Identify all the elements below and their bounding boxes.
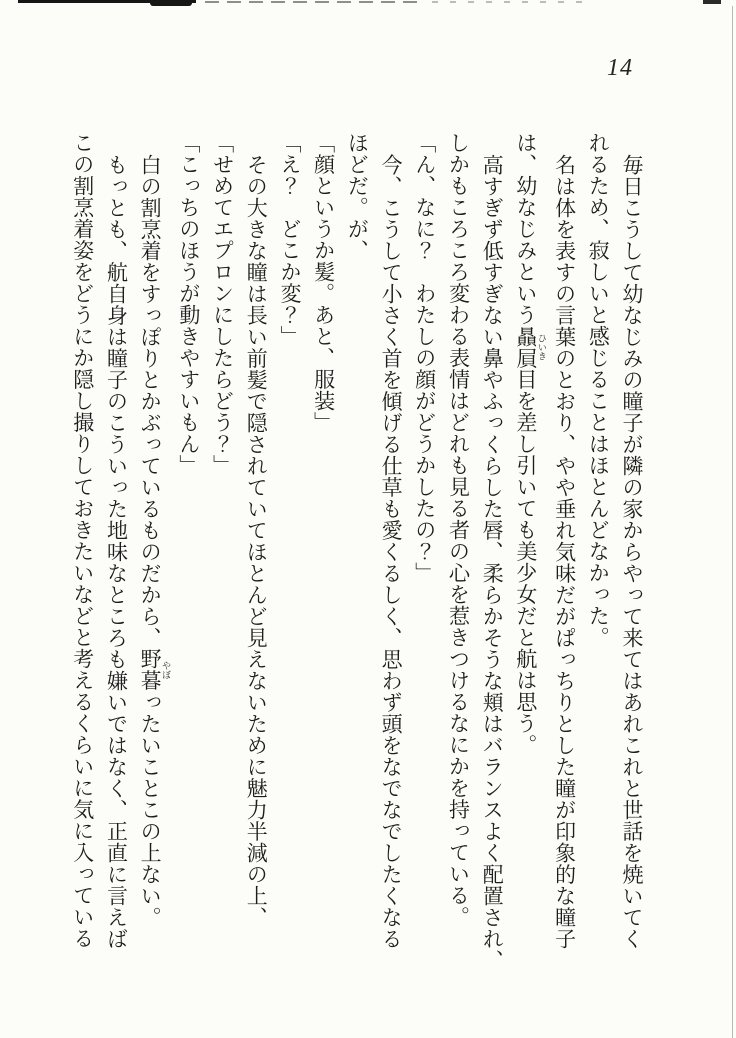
text-line: 今、こうして小さく首を傾げる仕草も愛くるしく、思わず頭をなでなでしたくなる (379, 153, 404, 949)
text-line: 「せめてエプロンにしたらどう？」 (210, 132, 235, 476)
ruby-annotated-word: 贔屓 ひいき (513, 325, 547, 369)
text-line: その大きな瞳は長い前髪で隠されていてほとんど見えないために魅力半減の上、 (244, 153, 269, 928)
text-line: 「ん、なに？ わたしの顔がどうかしたの？」 (412, 132, 437, 584)
text-line: しかもころころ変わる表情はどれも見る者の心を惹きつけるなにかを持っている。 (446, 132, 471, 928)
scan-artifact-mark (703, 0, 721, 4)
text-line: 高すぎず低すぎない鼻やふっくらした唇、柔らかそうな頬はバランスよく配置され、 (480, 153, 505, 971)
text-line: れるため、寂しいと感じることはほとんどなかった。 (586, 132, 611, 648)
text-line: この割烹着姿をどうにか隠し撮りしておきたいなどと考えるくらいに気に入っている (70, 132, 95, 949)
page-number: 14 (607, 55, 633, 81)
scan-artifact-blob (150, 0, 192, 6)
text-line: 毎日こうして幼なじみの瞳子が隣の家からやって来てはあれこれと世話を焼いてく (620, 153, 644, 949)
text-line: 「顔というか髪。あと、服装」 (311, 132, 336, 433)
text-line: 「え？ どこか変？」 (277, 132, 302, 347)
scan-artifact-dashes (205, 1, 423, 3)
scan-edge-line (732, 6, 733, 1038)
text-line: は、幼なじみという贔屓 ひいき目を差し引いても美少女だと航は思う。 (513, 132, 547, 756)
scan-artifact-dots (432, 1, 592, 3)
ruby-annotated-word: 野暮 やぼ (138, 648, 172, 691)
text-line: 白の割烹着をすっぽりとかぶっているものだから、野暮 やぼったいことこの上ない。 (138, 153, 172, 928)
text-line: ほどだ。が、 (345, 132, 370, 261)
text-line: もっとも、航自身は瞳子のこういった地味なところも嫌いではなく、正直に言えば (104, 153, 129, 949)
text-line: 名は体を表すの言葉のとおり、やや垂れ気味だがぱっちりとした瞳が印象的な瞳子 (552, 153, 577, 949)
text-block (70, 132, 648, 971)
text-line: 「こっちのほうが動きやすいもん」 (176, 132, 201, 476)
